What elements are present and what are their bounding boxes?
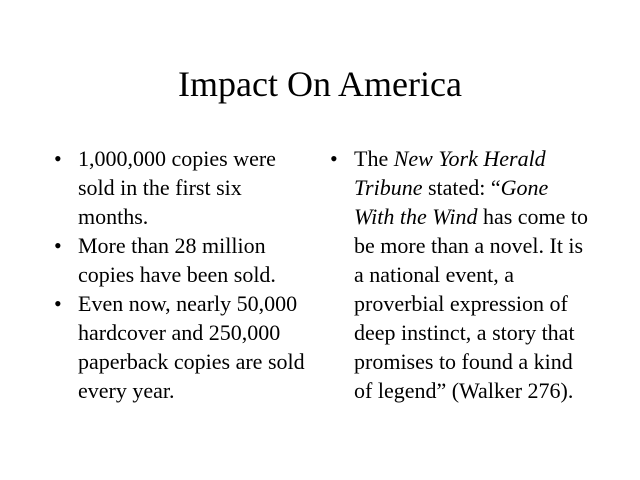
bullet-text: More than 28 million copies have been sold. [78,233,276,287]
bullet-marker: • [54,146,62,171]
bullet-item [54,289,316,405]
quote-text-part: stated: “ [422,175,501,200]
left-bullet-list [54,144,316,405]
book-title: Gone With the Wind [354,175,549,229]
bullet-text: Even now, nearly 50,000 hardcover and 250,000 paperback copies are sold every year. [78,291,305,403]
quote-text-part: The [354,146,394,171]
quote-bullet-item [330,144,592,405]
quote-text-part: has come to be more than a novel. It is a national event, a proverbial expression of deep instinct, a story that promises to found a kind of legend” (Walker 276). [354,204,589,403]
bullet-text: 1,000,000 copies were sold in the first six months. [78,146,276,229]
bullet-marker: • [54,233,62,258]
right-column [330,144,592,405]
bullet-marker: • [54,291,62,316]
bullet-item [54,144,316,231]
slide-title: Impact On America [178,64,462,104]
bullet-marker: • [330,146,338,171]
left-column [54,144,316,405]
newspaper-title: New York Herald Tribune [354,146,546,200]
right-bullet-list [330,144,592,405]
bullet-item [54,231,316,289]
